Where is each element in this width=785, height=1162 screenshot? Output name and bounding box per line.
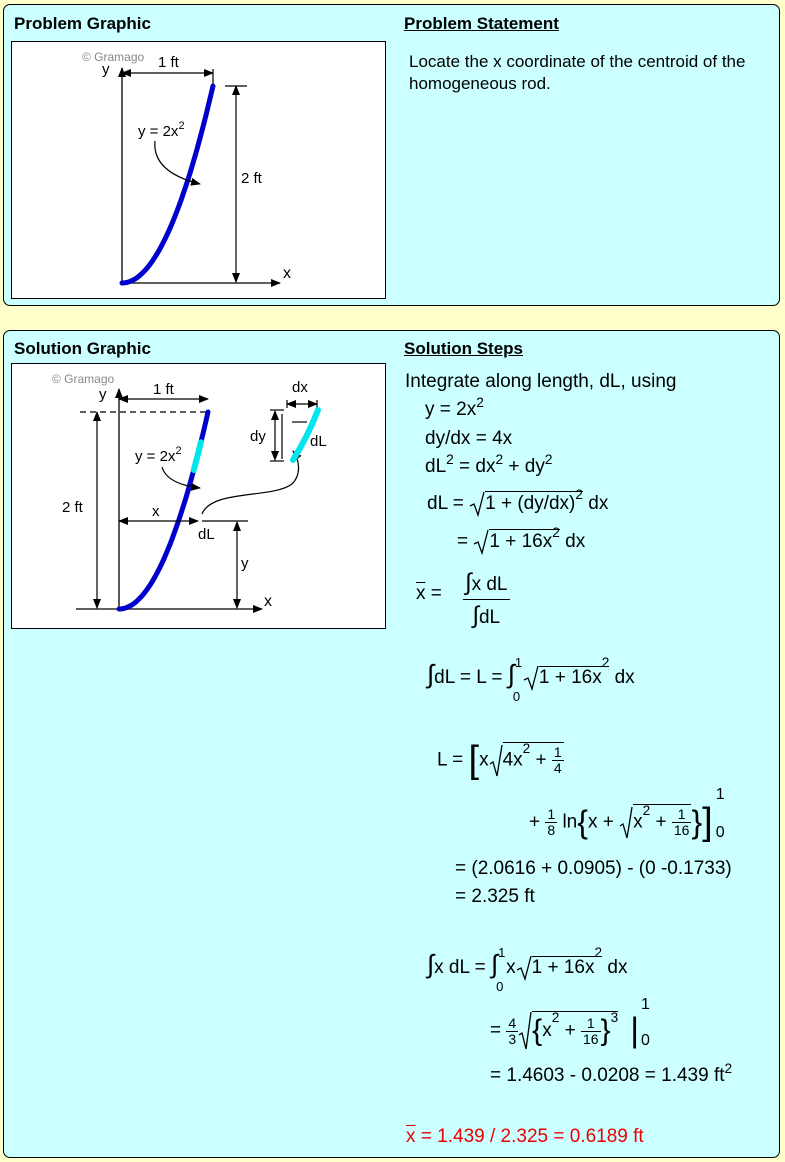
integral-moment: ∫x dL = ∫ 1 0 x $1 + 16x^2$ dx [427,945,628,994]
detail-leader [202,451,299,514]
x-axis-label: x [264,593,272,610]
length-evaluation: = (2.0616 + 0.0905) - (0 -0.1733) [455,858,732,879]
xbar-fraction: ∫x dL ∫dL [465,569,508,629]
sqrt-sign [473,529,489,555]
problem-graphic-title: Problem Graphic [14,14,151,33]
x-distance-label: x [152,503,160,520]
y-axis-label: y [102,61,110,78]
watermark: © Gramago [52,372,115,386]
curve-label: $y = 2x^2$ [138,120,185,140]
solution-steps-title: Solution Steps [404,339,523,358]
final-centroid-result: $\overline{x} = 1.439 / 2.325 = 0.6189$ ft [406,1126,644,1147]
problem-diagram [12,42,385,298]
dy-label: dy [250,428,266,445]
problem-statement-text: Locate the x coordinate of the centroid of the homogeneous rod. [409,52,746,93]
problem-panel [3,4,780,306]
rod-curve [119,412,208,609]
dl-element [194,442,201,470]
step-dl-squared: $dL^2 = dx^2 + dy^2$ [425,452,553,477]
length-formula-line2: + $\frac{1}{8}$ $\ln\{x + x^2$ + $\frac{1}{16}$ }] 1 0 [529,785,725,843]
length-formula-line1: L = [x $4x^2$ + $\frac{1}{4}$ [437,739,562,781]
step-dl-subst: = $1 + 16x^2$ dx [457,529,585,555]
watermark: © Gramago [82,50,145,64]
rod-curve [122,86,213,283]
dl-label: dL [198,526,215,543]
solution-graphic-title: Solution Graphic [14,339,151,358]
x-axis-label: x [283,265,291,282]
step-curve: $y = 2x^2$ [425,395,484,420]
height-label: 2 ft [62,499,83,516]
sqrt-sign [469,491,485,517]
moment-antiderivative: = $\frac{4}{3}$ {$x^2$ + $\frac{1}{16}$ }$^3$ | 1 0 [490,996,650,1050]
length-result: = 2.325 ft [455,886,535,907]
problem-statement-title: Problem Statement [404,14,559,33]
moment-result: = 1.4603 - 0.0208 = 1.439 $ft^2$ [490,1061,733,1086]
width-label: 1 ft [158,54,179,71]
solution-panel [3,330,780,1158]
dx-label: dx [292,379,308,396]
height-label: 2 ft [241,170,262,187]
solution-diagram [12,364,385,628]
step-intro: Integrate along length, dL, using [405,371,677,392]
detail-dl-label: dL [310,433,327,450]
step-derivative: dy/dx = 4x [425,428,513,449]
xbar-definition: $\overline{x}$ = [416,583,442,604]
solution-graphic [11,363,386,629]
curve-label: $y = 2x^2$ [135,445,182,465]
problem-graphic [11,41,386,299]
width-label: 1 ft [153,381,174,398]
y-axis-label: y [99,386,107,403]
integral-length: ∫dL = L = ∫ 1 0 $1 + 16x^2$ dx [427,655,635,704]
step-dl: dL = $1 + (dy/dx)^2$ dx [427,491,608,517]
y-distance-label: y [241,555,249,572]
